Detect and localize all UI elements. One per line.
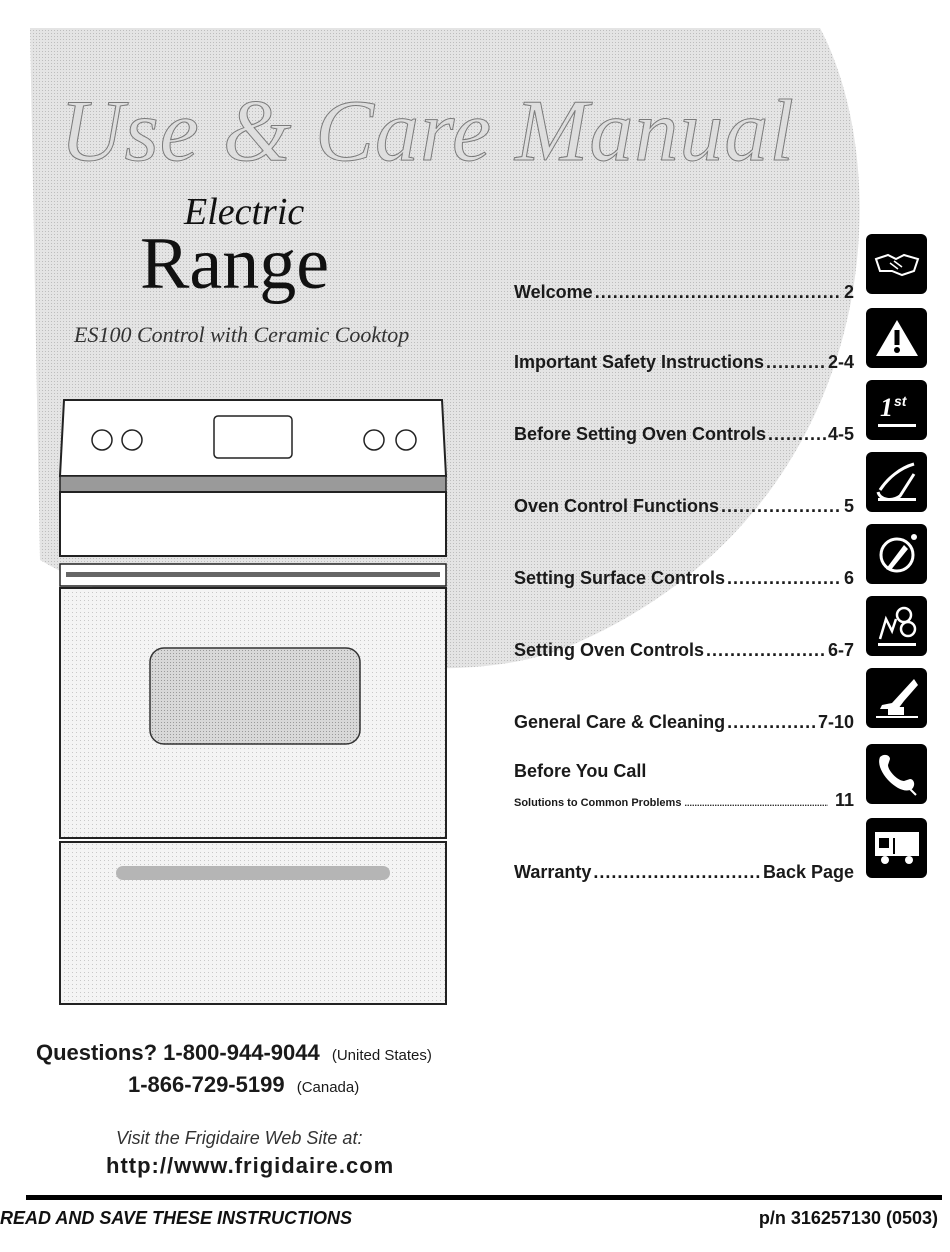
first-icon [866, 380, 927, 440]
website-link[interactable]: http://www.frigidaire.com [106, 1153, 395, 1178]
toc-entry-oven-controls[interactable] [514, 640, 854, 661]
cleaning-hand-icon [866, 668, 927, 728]
toc-label: Oven Control Functions [514, 496, 719, 516]
toc-entry-surface-controls[interactable] [514, 568, 854, 589]
visit-text: Visit the Frigidaire Web Site at: [116, 1128, 363, 1148]
questions-us-line [36, 1040, 432, 1066]
toc-entry-warranty[interactable] [514, 862, 854, 883]
toc-entry-before-setting[interactable] [514, 424, 854, 445]
toc-leader [595, 282, 842, 303]
toc-label: General Care & Cleaning [514, 712, 726, 732]
us-region: (United States) [331, 1047, 432, 1064]
cooktop-hand-icon [866, 524, 927, 584]
toc-leader [727, 568, 842, 589]
questions-label: Questions? [36, 1040, 158, 1065]
manual-title: Use & Care Manual [60, 83, 795, 180]
svg-text:st: st [893, 393, 906, 409]
toc-entry-welcome[interactable] [514, 282, 854, 303]
toc-label: Welcome [514, 282, 593, 302]
product-type-line2: Range [140, 223, 330, 305]
questions-canada-line [128, 1072, 359, 1098]
toc-leader [593, 862, 761, 883]
toc-page: 4-5 [827, 424, 854, 444]
toc-entry-safety[interactable] [514, 352, 854, 373]
toc-page: 5 [843, 496, 854, 516]
toc-leader [721, 496, 842, 517]
toc-leader [706, 640, 826, 661]
toc-leader [766, 352, 826, 373]
toc-label: Setting Oven Controls [514, 640, 705, 660]
product-subtitle: ES100 Control with Ceramic Cooktop [74, 322, 410, 347]
toc-entry-before-you-call[interactable]: Before You Call [514, 761, 647, 781]
toc-leader [768, 424, 826, 445]
truck-icon [866, 818, 927, 878]
toc-entry-oven-functions[interactable] [514, 496, 854, 517]
oven-hands-icon [866, 596, 927, 656]
svg-text:1: 1 [879, 393, 893, 422]
product-type-line1: Electric [184, 191, 305, 233]
part-number: p/n 316257130 (0503) [758, 1208, 938, 1228]
phone-icon [866, 744, 927, 804]
toc-sublabel: Solutions to Common Problems [514, 797, 682, 809]
toc-label: Setting Surface Controls [514, 568, 726, 588]
toc-page: 11 [834, 790, 854, 810]
toc-subentry-solutions[interactable] [514, 790, 854, 811]
toc-page: 6-7 [827, 640, 854, 660]
toc-page: 2 [843, 282, 854, 302]
toc-page: 7-10 [817, 712, 854, 732]
canada-region: (Canada) [296, 1079, 360, 1096]
range-illustration [56, 392, 452, 1008]
toc-page: 6 [843, 568, 854, 588]
toc-label: Before Setting Oven Controls [514, 424, 767, 444]
footer-divider [26, 1195, 942, 1200]
toc-label: Important Safety Instructions [514, 352, 765, 372]
toc-leader [727, 712, 816, 733]
finger-press-icon [866, 452, 927, 512]
toc-label: Warranty [514, 862, 592, 882]
toc-leader [684, 798, 828, 808]
toc-page: 2-4 [827, 352, 854, 372]
read-save-instructions: READ AND SAVE THESE INSTRUCTIONS [0, 1208, 353, 1228]
us-phone[interactable]: 1-800-944-9044 [163, 1040, 320, 1065]
toc-page: Back Page [762, 862, 854, 882]
warning-icon [866, 308, 927, 368]
toc-entry-care-cleaning[interactable] [514, 712, 854, 733]
canada-phone[interactable]: 1-866-729-5199 [128, 1072, 285, 1097]
handshake-icon [866, 234, 927, 294]
